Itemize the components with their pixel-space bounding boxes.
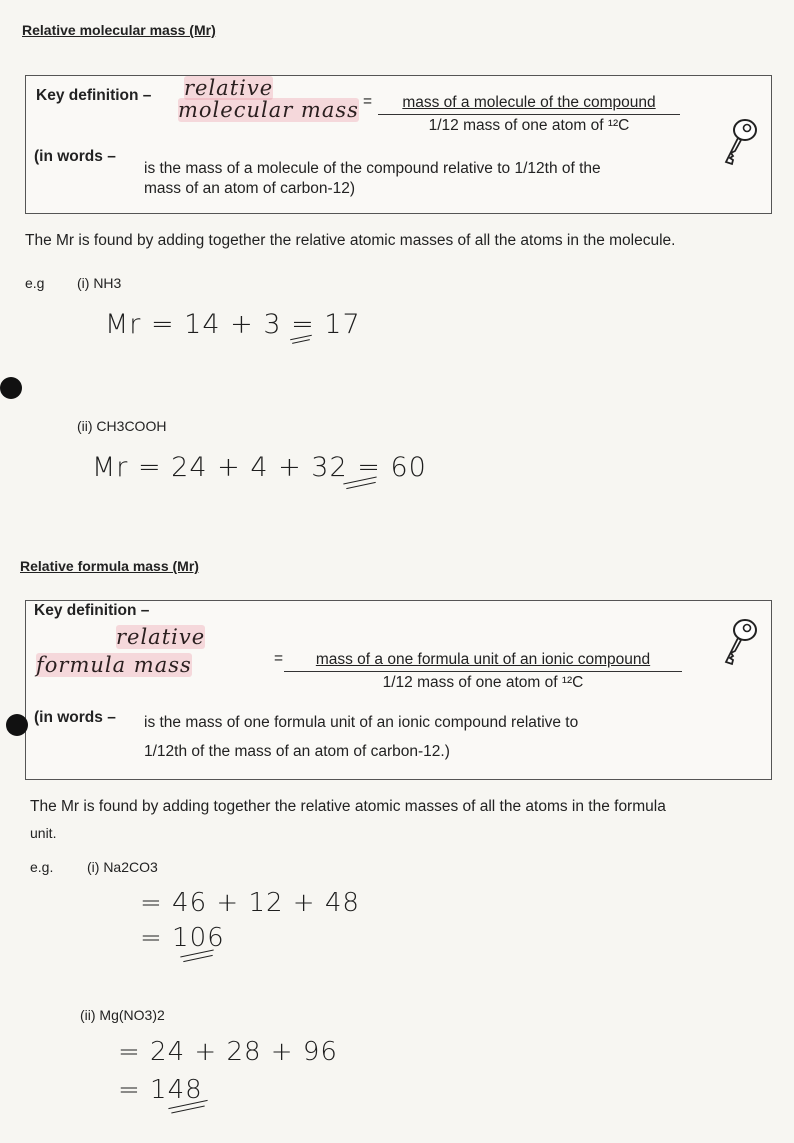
section1-body: The Mr is found by adding together the relative atomic masses of all the atoms in the molecule. [25, 232, 676, 249]
section2-key-label: Key definition – [34, 602, 150, 619]
section2-ex2-work1: = 24 + 28 + 96 [118, 1037, 338, 1067]
section1-title: Relative molecular mass (Mr) [22, 22, 216, 38]
section1-ex1-work: Mr = 14 + 3 = 17 [105, 309, 361, 340]
section1-numerator: mass of a molecule of the compound [402, 94, 656, 111]
section1-equals: = [363, 93, 373, 110]
section1-fraction [378, 94, 680, 135]
section2-in-words-label: (in words – [34, 709, 116, 726]
bullet-dot [6, 714, 28, 736]
key-icon [719, 616, 759, 666]
section1-definition-box [25, 75, 772, 214]
section1-in-words-line1: is the mass of a molecule of the compound relative to 1/12th of the [144, 160, 601, 177]
section2-term-line1: relative [116, 625, 206, 649]
section2-eg: e.g. [30, 859, 54, 875]
section2-in-words-line2: 1/12th of the mass of an atom of carbon-12.) [144, 743, 450, 760]
section2-body-line2: unit. [30, 825, 57, 841]
section2-in-words-line1: is the mass of one formula unit of an ionic compound relative to [144, 714, 579, 731]
bullet-dot [0, 377, 22, 399]
section2-fraction [284, 651, 682, 692]
section1-denominator: 1/12 mass of one atom of ¹²C [378, 114, 680, 135]
section2-ex2-label: (ii) Mg(NO3)2 [80, 1007, 165, 1023]
section2-title: Relative formula mass (Mr) [20, 558, 199, 574]
section1-term-line2: molecular mass [178, 98, 359, 122]
section1-key-label: Key definition – [36, 87, 152, 104]
section1-ex1-label: (i) NH3 [77, 275, 122, 291]
section2-body-line1: The Mr is found by adding together the relative atomic masses of all the atoms in the formula [30, 798, 666, 815]
section2-ex1-label: (i) Na2CO3 [87, 859, 158, 875]
section2-ex1-work1: = 46 + 12 + 48 [140, 888, 360, 918]
section1-in-words-line2: mass of an atom of carbon-12) [144, 180, 356, 197]
section2-numerator: mass of a one formula unit of an ionic compound [315, 651, 651, 668]
section2-definition-box [25, 600, 772, 780]
section1-ex2-work: Mr = 24 + 4 + 32 = 60 [92, 452, 427, 483]
section2-ex1-work2: = 106 [140, 923, 225, 953]
section2-term-line2: formula mass [36, 653, 192, 677]
section1-eg: e.g [25, 275, 45, 291]
section1-in-words-label: (in words – [34, 148, 116, 165]
section1-ex2-label: (ii) CH3COOH [77, 418, 167, 434]
section2-denominator: 1/12 mass of one atom of ¹²C [284, 671, 682, 692]
section2-ex2-work2: = 148 [118, 1075, 203, 1105]
key-icon [719, 116, 759, 166]
section2-equals: = [274, 650, 284, 667]
section1-term-line1: relative [184, 76, 274, 100]
